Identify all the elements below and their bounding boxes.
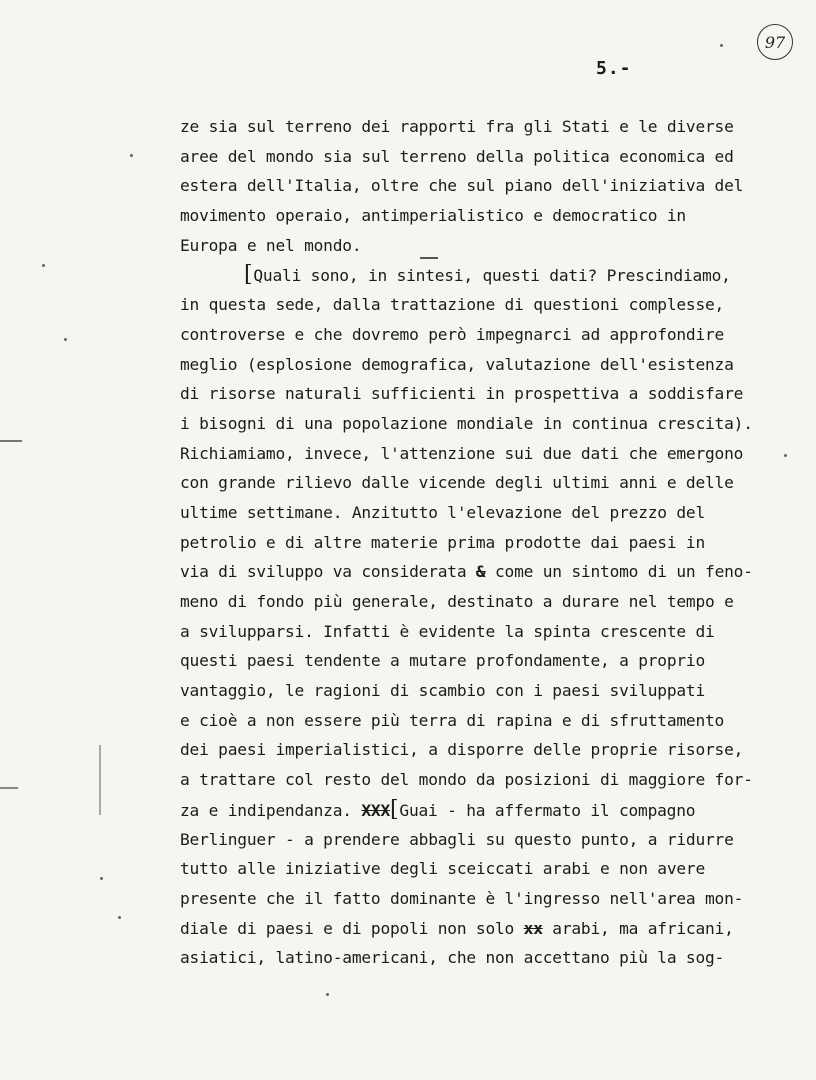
text-line: Quali sono, in sintesi, questi dati? Prescindiamo, bbox=[253, 266, 731, 286]
text-line: a trattare col resto del mondo da posizioni di maggiore for- bbox=[180, 770, 753, 790]
text-line: i bisogni di una popolazione mondiale in continua crescita). bbox=[180, 413, 753, 433]
scan-dot bbox=[42, 264, 45, 267]
text-line: con grande rilievo dalle vicende degli ultimi anni e delle bbox=[180, 473, 734, 493]
scan-dot bbox=[720, 44, 723, 47]
struck-out-text: xx bbox=[523, 918, 543, 938]
text-segment: arabi, ma africani, bbox=[542, 918, 734, 938]
text-line: estera dell'Italia, oltre che sul piano dell'iniziativa del bbox=[180, 176, 744, 196]
scan-dot bbox=[64, 338, 67, 341]
text-line: dei paesi imperialistici, a disporre delle proprie risorse, bbox=[180, 740, 744, 760]
archive-page-stamp bbox=[757, 24, 793, 60]
scan-mark bbox=[99, 745, 101, 815]
text-line: meno di fondo più generale, destinato a durare nel tempo e bbox=[180, 592, 734, 611]
page-number: 5.- bbox=[596, 58, 632, 79]
struck-out-text: & bbox=[475, 562, 486, 582]
scan-mark bbox=[0, 787, 18, 789]
text-segment: via di sviluppo va considerata bbox=[180, 562, 476, 582]
scan-dot bbox=[100, 877, 103, 880]
text-line: a svilupparsi. Infatti è evidente la spinta crescente di bbox=[180, 621, 715, 641]
typed-body-text bbox=[180, 112, 800, 973]
text-line: ultime settimane. Anzitutto l'elevazione del prezzo del bbox=[180, 502, 706, 522]
text-line-with-strikeout bbox=[180, 557, 800, 587]
text-line: asiatici, latino-americani, che non accettano più la sog- bbox=[180, 948, 725, 968]
text-segment: za e indipendanza. bbox=[180, 800, 362, 820]
text-line: controverse e che dovremo però impegnarci ad approfondire bbox=[180, 324, 725, 344]
text-line: movimento operaio, antimperialistico e democratico in bbox=[180, 206, 686, 226]
text-line: Richiamiamo, invece, l'attenzione sui due dati che emergono bbox=[180, 443, 744, 463]
text-line: Berlinguer - a prendere abbagli su questo punto, a ridurre bbox=[180, 829, 734, 849]
text-segment: Guai - ha affermato il compagno bbox=[399, 800, 696, 820]
paragraph-start-line bbox=[180, 260, 800, 290]
text-line-with-strikeout bbox=[180, 795, 800, 825]
text-line: in questa sede, dalla trattazione di questioni complesse, bbox=[180, 295, 725, 315]
text-segment: diale di paesi e di popoli non solo bbox=[180, 918, 524, 938]
text-line: aree del mondo sia sul terreno della politica economica ed bbox=[180, 146, 734, 166]
scan-dot bbox=[326, 993, 329, 996]
text-line: vantaggio, le ragioni di scambio con i paesi sviluppati bbox=[180, 681, 706, 701]
margin-bracket-mark: [ bbox=[390, 796, 399, 822]
text-line-with-strikeout bbox=[180, 914, 800, 944]
text-line: di risorse naturali sufficienti in prospettiva a soddisfare bbox=[180, 384, 744, 404]
text-segment: come un sintomo di un feno- bbox=[485, 562, 753, 582]
struck-out-text: XXX bbox=[361, 800, 391, 820]
scan-dot bbox=[784, 454, 787, 457]
archive-stamp-number: 97 bbox=[764, 32, 786, 52]
scan-dot bbox=[130, 154, 133, 157]
text-line: meglio (esplosione demografica, valutazione dell'esistenza bbox=[180, 354, 734, 374]
text-line: tutto alle iniziative degli sceiccati arabi e non avere bbox=[180, 859, 706, 879]
scan-dot bbox=[118, 916, 121, 919]
text-line: petrolio e di altre materie prima prodotte dai paesi in bbox=[180, 532, 706, 552]
scan-mark bbox=[0, 440, 22, 442]
text-line: Europa e nel mondo. bbox=[180, 235, 362, 255]
text-line: ze sia sul terreno dei rapporti fra gli Stati e le diverse bbox=[180, 117, 734, 136]
text-line: presente che il fatto dominante è l'ingresso nell'area mon- bbox=[180, 888, 744, 908]
text-line: e cioè a non essere più terra di rapina e di sfruttamento bbox=[180, 710, 725, 730]
text-line: questi paesi tendente a mutare profondamente, a proprio bbox=[180, 651, 706, 671]
scan-mark bbox=[420, 257, 438, 259]
margin-bracket-mark: [ bbox=[244, 262, 253, 288]
